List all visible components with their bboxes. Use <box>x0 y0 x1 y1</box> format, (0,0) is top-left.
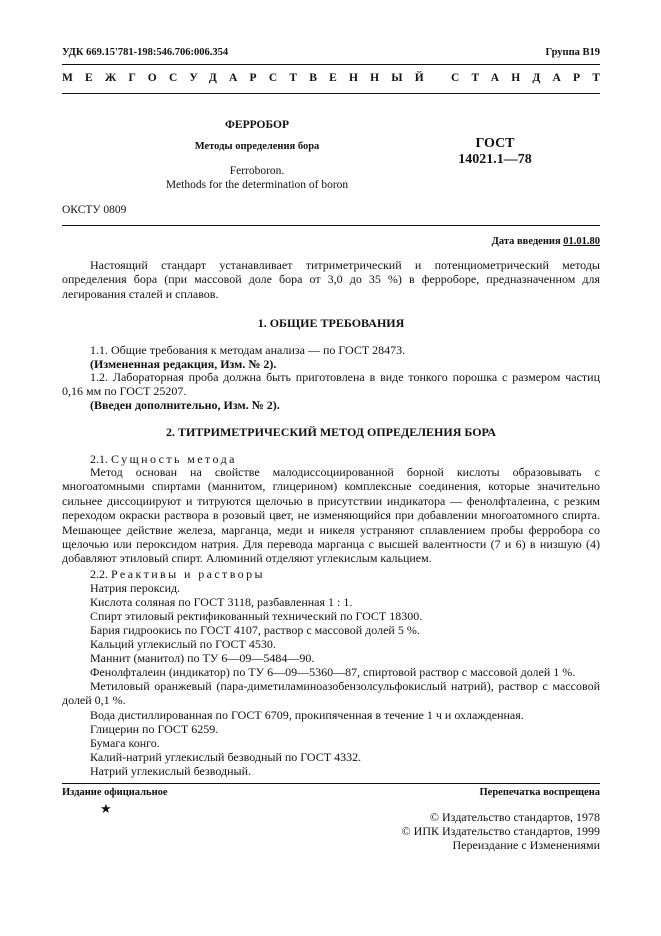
standard-banner: МЕЖГОСУДАРСТВЕННЫЙ СТАНДАРТ <box>62 72 613 84</box>
clause-1-2-note: (Введен дополнительно, Изм. № 2). <box>90 398 280 412</box>
okstu-code: ОКСТУ 0809 <box>62 204 127 216</box>
reagent-item: Бария гидроокись по ГОСТ 4107, раствор с массовой долей 5 %. <box>90 623 420 637</box>
copyright-1999: © ИПК Издательство стандартов, 1999 <box>401 824 600 838</box>
copyright-1978: © Издательство стандартов, 1978 <box>429 810 600 824</box>
clause-1-1: 1.1. Общие требования к методам анализа — по ГОСТ 28473. <box>90 343 406 357</box>
reagent-item: Бумага конго. <box>90 736 160 750</box>
clause-2-1-text: Метод основан на свойстве малодиссоциированной борной кислоты образовывать с многоатомными спиртами (маннитом, глицерином) комплексные соединения, которые значительно сильнее диссоциируют и титруются щелочью в присутствии индикатора — фенолфталеина, с резким переходом окраски раствора в розовый цвет, не изменяющийся при добавлении многоатомного спирта. Мешающее действие железа, марганца, меди и никеля устраняют сплавлением пробы ферробора со щелочью или пероксидом натрия. Для перевода марганца с высшей валентности (7 и 6) в низшую (4) добавляют этиловый спирт. Алюминий отделяют углекислым кальцием. <box>62 465 600 566</box>
reprint-notice: Перепечатка воспрещена <box>479 787 600 798</box>
clause-2-2-number: 2.2. <box>90 567 108 581</box>
clause-2-2-caption: Реактивы и растворы <box>111 567 265 581</box>
gost-label: ГОСТ <box>475 136 515 151</box>
reissue-note: Переиздание с Изменениями <box>452 838 600 852</box>
udk-code: УДК 669.15'781-198:546.706:006.354 <box>62 47 229 58</box>
effective-date <box>492 236 600 247</box>
reagent-item: Вода дистиллированная по ГОСТ 6709, прокипяченная в течение 1 ч и охлажденная. <box>90 708 524 722</box>
reagent-item: Маннит (манитол) по ТУ 6—09—5484—90. <box>90 651 315 665</box>
reagent-item: Натрия пероксид. <box>90 581 181 595</box>
english-title: Ferroboron. <box>229 165 285 177</box>
reagent-item: Кислота соляная по ГОСТ 3118, разбавленная 1 : 1. <box>90 595 353 609</box>
star-icon: ★ <box>100 801 112 816</box>
clause-2-1-number: 2.1. <box>90 452 108 466</box>
document-title: ФЕРРОБОР <box>225 119 289 131</box>
reagent-item: Кальций углекислый по ГОСТ 4530. <box>90 637 276 651</box>
reagent-item: Спирт этиловый ректификованный технический по ГОСТ 18300. <box>90 609 423 623</box>
reagent-item: Натрий углекислый безводный. <box>90 764 252 778</box>
clause-1-1-note: (Измененная редакция, Изм. № 2). <box>90 357 277 371</box>
title-rule <box>62 225 600 226</box>
english-subtitle: Methods for the determination of boron <box>165 179 349 191</box>
clause-2-2-title <box>90 567 265 582</box>
header-rule-bottom <box>62 93 600 94</box>
document-subtitle: Методы определения бора <box>194 141 320 152</box>
reagent-item: Калий-натрий углекислый безводный по ГОСТ 4332. <box>90 750 362 764</box>
reagent-item: Глицерин по ГОСТ 6259. <box>90 722 219 736</box>
reagent-item: Фенолфталеин (индикатор) по ТУ 6—09—5360—87, спиртовой раствор с массовой долей 1 %. <box>90 665 576 679</box>
clause-1-2: 1.2. Лабораторная проба должна быть приготовлена в виде тонкого порошка с размером частиц 0,16 мм по ГОСТ 25207. <box>62 370 600 399</box>
official-edition: Издание официальное <box>62 787 168 798</box>
effective-date-label: Дата введения <box>491 236 561 247</box>
section-2-heading: 2. ТИТРИМЕТРИЧЕСКИЙ МЕТОД ОПРЕДЕЛЕНИЯ БОРА <box>165 425 497 439</box>
reagent-item-long: Метиловый оранжевый (пара-диметиламиноазобензолсульфокислый натрий), раствор с массовой долей 0,1 %. <box>62 679 600 708</box>
header-rule-top <box>62 64 600 65</box>
section-1-heading: 1. ОБЩИЕ ТРЕБОВАНИЯ <box>257 316 405 330</box>
effective-date-value: 01.01.80 <box>563 236 600 247</box>
group-code: Группа В19 <box>545 47 600 58</box>
footer-rule <box>62 783 600 784</box>
gost-number: 14021.1—78 <box>458 152 532 167</box>
intro-paragraph: Настоящий стандарт устанавливает титриметрический и потенциометрический методы определения бора (при массовой доле бора от 3,0 до 35 %) в ферроборе, предназначенном для легирования сталей и сплавов. <box>62 258 600 301</box>
clause-2-1-caption: Сущность метода <box>111 452 237 466</box>
